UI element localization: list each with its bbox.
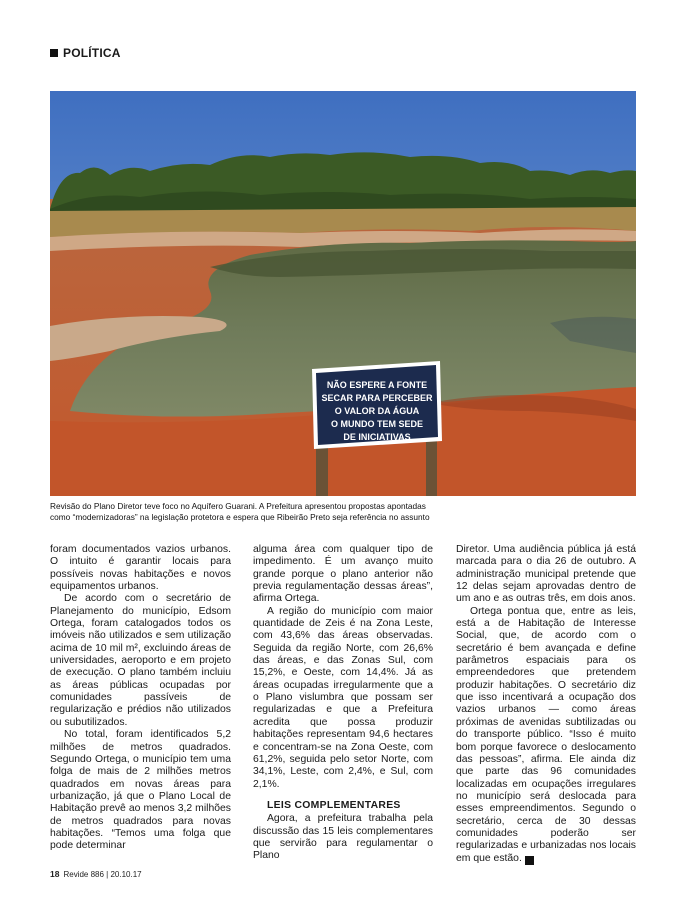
photo-scene xyxy=(50,91,636,496)
end-of-article-icon: r xyxy=(525,856,534,865)
caption-line-2: como “modernizadoras” na legislação protetora e espera que Ribeirão Preto seja referência no assunto xyxy=(50,512,430,522)
sign-line-2: SECAR PARA PERCEBER xyxy=(321,393,433,403)
paragraph-text: Ortega pontua que, entre as leis, está a de Habitação de Interesse Social, que, de acordo com o secretário é bem avançada e define parâmetros espaciais para os empreendedores que pretendem produzir habitações. O secretário diz que isso incentivará a ocupação dos vazios urbanos — como áreas próximas de avenidas subtilizadas ou do transporte público. “Isso é muito bom porque favorece o deslocamento das pessoas”, afirma. Ele ainda diz que parte das 96 comunidades localizadas em ocupações irregulares no município será deslocada para esses empreendimentos. Segundo o secretário, cerca de 30 dessas comunidades poderão ser regularizadas e urbanizadas nos locais em que estão. xyxy=(456,605,636,864)
page-footer xyxy=(50,869,142,879)
issue-info: Revide 886 | 20.10.17 xyxy=(63,870,142,879)
article-column-1 xyxy=(50,544,231,853)
paragraph: alguma área com qualquer tipo de impedimento. É um avanço muito grande porque o plano anterior não previa regulamentação dessas áreas”, afirma Ortega. xyxy=(253,544,433,605)
article-photo xyxy=(50,91,636,496)
article-column-3 xyxy=(456,544,636,865)
sign-line-3: O VALOR DA ÁGUA xyxy=(334,406,420,416)
sign-line-1: NÃO ESPERE A FONTE xyxy=(326,380,428,390)
sign-line-4: O MUNDO TEM SEDE xyxy=(330,419,424,429)
paragraph xyxy=(456,606,636,865)
paragraph: No total, foram identificados 5,2 milhões de metros quadrados. Segundo Ortega, o município tem uma folga de mais de 2 milhões metros quadrados em novas áreas para urbanização, já que o Plano Local de Habitação prevê ao menos 3,2 milhões de metros quadrados para novas habitações. “Temos uma folga que pode determinar xyxy=(50,729,231,852)
section-square-icon xyxy=(50,49,58,57)
paragraph: Diretor. Uma audiência pública já está marcada para o dia 26 de outubro. A administração municipal pretende que 12 delas sejam aprovadas dentro de um ano e as outras três, em dois anos. xyxy=(456,544,636,605)
section-title: POLÍTICA xyxy=(63,46,121,60)
subheading: LEIS COMPLEMENTARES xyxy=(267,799,401,811)
caption-line-1: Revisão do Plano Diretor teve foco no Aquífero Guarani. A Prefeitura apresentou propostas apontadas xyxy=(50,501,426,511)
paragraph: A região do município com maior quantidade de Zeis é na Zona Leste, com 43,6% das áreas observadas. Seguida da região Norte, com 26,6% das áreas, e das Zonas Sul, com 15,2%, e Oeste, com 14,4%. Já as áreas ocupadas irregularmente que a o Plano vislumbra que possam ser regularizadas e que a Prefeitura acredita que possa produzir habitações representam 94,6 hectares e concentram-se na Zona Oeste, com 61,2%, seguida pelo setor Norte, com 34,1%, Leste, com 2,4%, e Sul, com 2,1%. xyxy=(253,605,433,790)
paragraph: foram documentados vazios urbanos. O intuito é garantir locais para possíveis novas habitações e novos equipamentos urbanos. xyxy=(50,544,231,593)
paragraph: Agora, a prefeitura trabalha pela discussão das 15 leis complementares que servirão para regulamentar o Plano xyxy=(253,813,433,862)
paragraph: De acordo com o secretário de Planejamento do município, Edsom Ortega, foram catalogados todos os imóveis não utilizados e sem utilização acima de 10 mil m², excluindo áreas de universidades, aeroporto e em projeto de execução. O plano também incluiu as áreas públicas ocupadas por comunidades passíveis de regularização e prédios não utilizados ou subutilizados. xyxy=(50,593,231,728)
page-number: 18 xyxy=(50,869,60,879)
photo-caption xyxy=(50,501,636,523)
article-column-2 xyxy=(253,544,433,863)
sign-line-5: DE INICIATIVAS xyxy=(343,432,411,442)
section-label xyxy=(50,46,121,60)
